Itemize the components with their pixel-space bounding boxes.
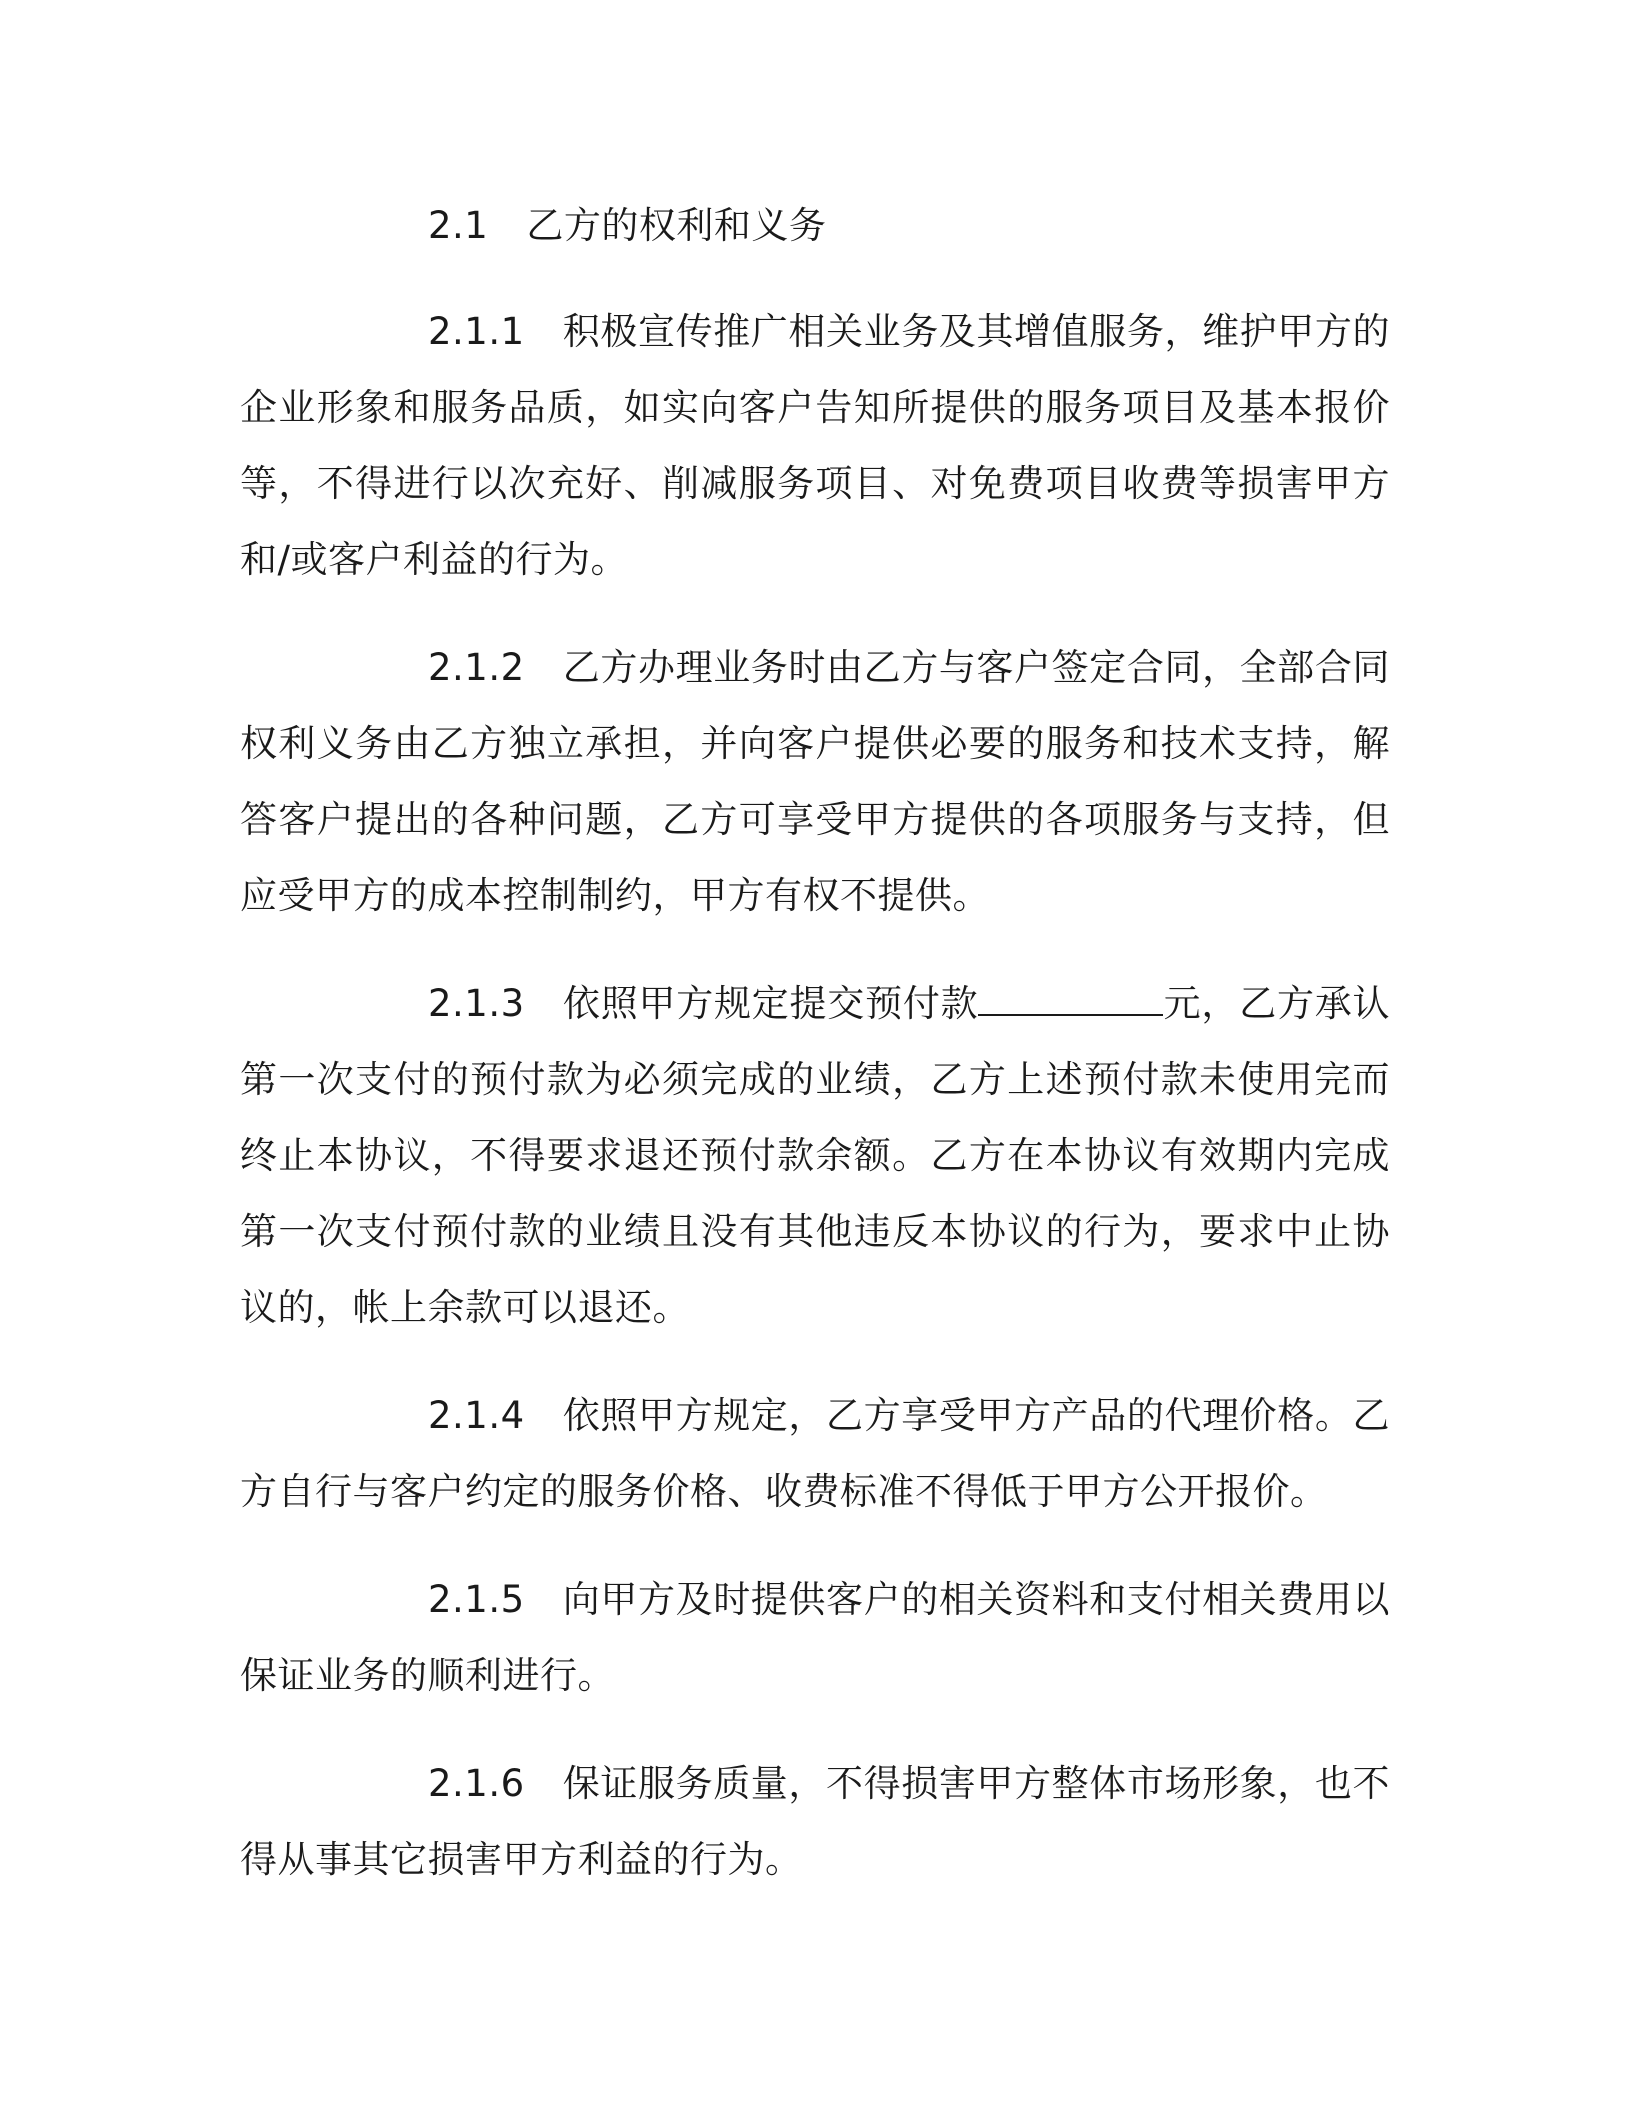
clause-number: 2.1.5 [428, 1578, 525, 1621]
clause-2-1-2 [240, 630, 1390, 934]
section-heading [240, 188, 1390, 264]
clause-2-1-1 [240, 294, 1390, 598]
clause-number: 2.1.6 [428, 1762, 525, 1805]
clause-number: 2.1.2 [428, 646, 525, 689]
clause-2-1-5 [240, 1562, 1390, 1714]
clause-number: 2.1.3 [428, 982, 525, 1025]
clause-2-1-6 [240, 1746, 1390, 1898]
clause-text-after-blank: 元，乙方承认第一次支付的预付款为必须完成的业绩，乙方上述预付款未使用完而终止本协议，不得要求退还预付款余额。乙方在本协议有效期内完成第一次支付预付款的业绩且没有其他违反本协议的行为，要求中止协议的，帐上余款可以退还。 [240, 982, 1391, 1329]
clause-number: 2.1.1 [428, 310, 525, 353]
section-number: 2.1 [428, 204, 489, 247]
clause-text: 乙方办理业务时由乙方与客户签定合同，全部合同权利义务由乙方独立承担，并向客户提供必要的服务和技术支持，解答客户提出的各种问题，乙方可享受甲方提供的各项服务与支持，但应受甲方的成本控制制约，甲方有权不提供。 [240, 646, 1390, 917]
clause-number: 2.1.4 [428, 1394, 525, 1437]
amount-blank-line [978, 984, 1163, 1016]
document-body [240, 188, 1390, 1930]
clause-2-1-3 [240, 966, 1390, 1346]
clause-2-1-4 [240, 1378, 1390, 1530]
clause-text-before-blank: 依照甲方规定提交预付款 [562, 982, 979, 1025]
clause-text: 保证服务质量，不得损害甲方整体市场形象，也不得从事其它损害甲方利益的行为。 [240, 1762, 1390, 1881]
section-title: 乙方的权利和义务 [526, 204, 827, 247]
clause-text: 依照甲方规定，乙方享受甲方产品的代理价格。乙方自行与客户约定的服务价格、收费标准不得低于甲方公开报价。 [240, 1394, 1390, 1513]
clause-text: 积极宣传推广相关业务及其增值服务，维护甲方的企业形象和服务品质，如实向客户告知所提供的服务项目及基本报价等，不得进行以次充好、削减服务项目、对免费项目收费等损害甲方和/或客户利益的行为。 [240, 310, 1390, 581]
clause-text: 向甲方及时提供客户的相关资料和支付相关费用以保证业务的顺利进行。 [240, 1578, 1390, 1697]
